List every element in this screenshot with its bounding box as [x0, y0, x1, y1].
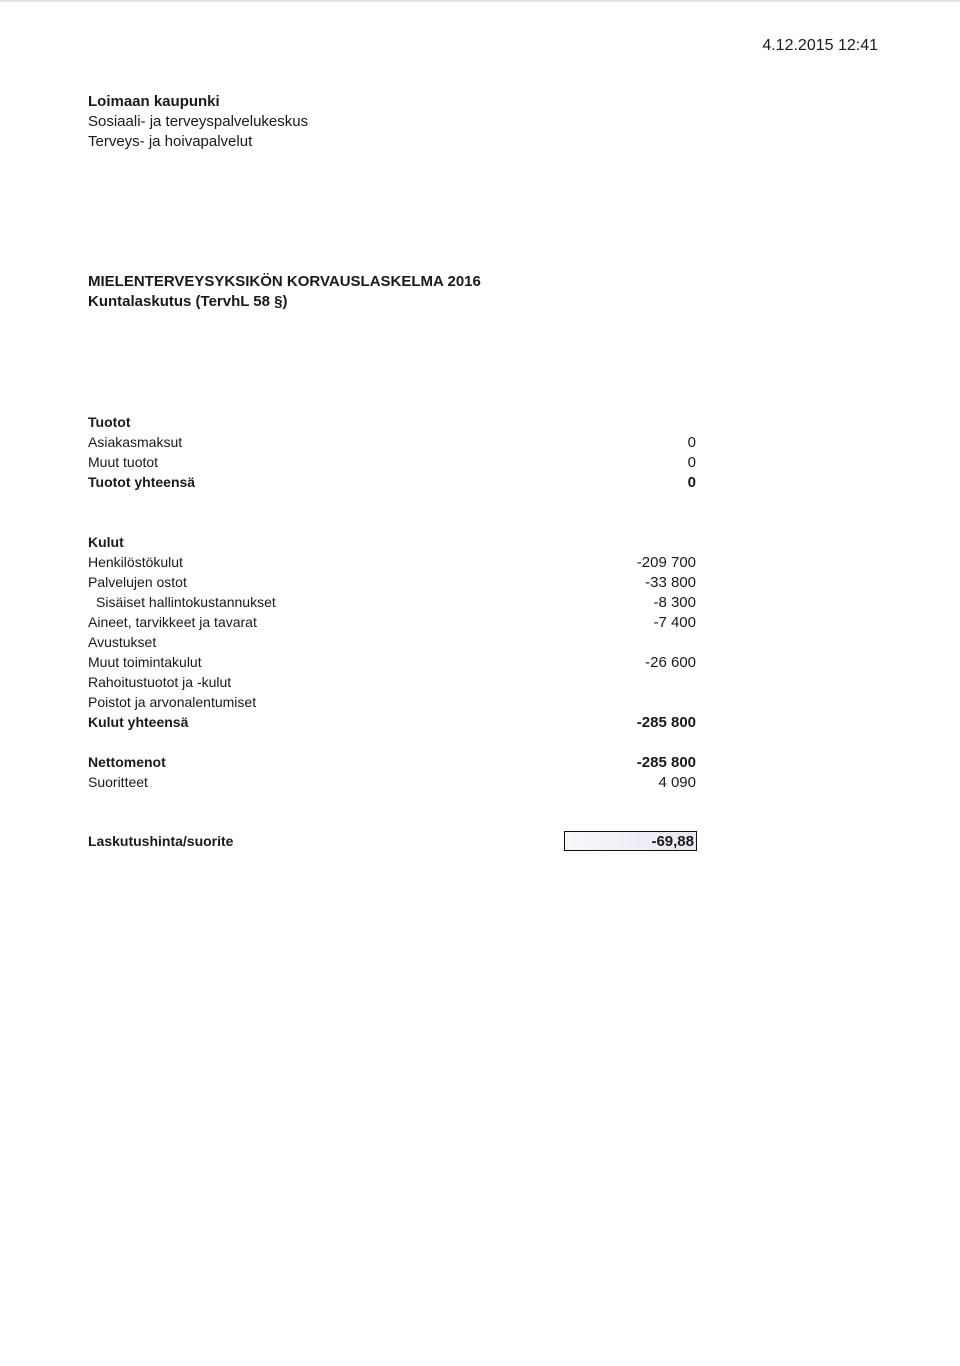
income-heading-label: Tuotot: [88, 414, 131, 430]
expense-row: [88, 552, 696, 572]
performances-value: 4 090: [658, 774, 696, 791]
expense-row-label: Sisäiset hallintokustannukset: [96, 594, 276, 610]
organization-name: Loimaan kaupunki: [88, 93, 220, 110]
expense-row: [88, 592, 696, 612]
department-name: Sosiaali- ja terveyspalvelukeskus: [88, 113, 309, 130]
unit-price-box: [564, 831, 697, 851]
net-expenses-value: -285 800: [636, 754, 696, 771]
page-top-edge: [0, 0, 960, 2]
performances-row: [88, 772, 696, 792]
report-title: MIELENTERVEYSYKSIKÖN KORVAUSLASKELMA 2016: [88, 273, 481, 290]
unit-name: Terveys- ja hoivapalvelut: [88, 133, 253, 150]
income-total-label: Tuotot yhteensä: [88, 474, 196, 490]
print-timestamp: 4.12.2015 12:41: [762, 37, 878, 54]
income-total-row: [88, 472, 696, 492]
net-expenses-row: [88, 752, 696, 772]
expense-row-label: Muut toimintakulut: [88, 654, 202, 670]
report-title-block: [88, 272, 481, 312]
expense-row-label: Aineet, tarvikkeet ja tavarat: [88, 614, 257, 630]
income-row-label: Asiakasmaksut: [88, 434, 183, 450]
organization-header: [88, 92, 308, 152]
expense-row: [88, 692, 696, 712]
expense-row: [88, 652, 696, 672]
income-row: [88, 432, 696, 452]
unit-price-value: -69,88: [651, 833, 694, 850]
expense-row-label: Palvelujen ostot: [88, 574, 187, 590]
income-row: [88, 452, 696, 472]
expenses-heading-label: Kulut: [88, 534, 124, 550]
performances-label: Suoritteet: [88, 774, 148, 790]
expense-row-label: Poistot ja arvonalentumiset: [88, 694, 257, 710]
expense-row-label: Rahoitustuotot ja -kulut: [88, 674, 232, 690]
expense-row-label: Avustukset: [88, 634, 157, 650]
expense-row-value: -33 800: [645, 574, 696, 591]
income-row-label: Muut tuotot: [88, 454, 159, 470]
expense-row: [88, 612, 696, 632]
expense-row-value: -26 600: [645, 654, 696, 671]
expense-row-value: -7 400: [653, 614, 696, 631]
expense-row-value: -8 300: [653, 594, 696, 611]
expenses-total-row: [88, 712, 696, 732]
income-total-value: 0: [687, 474, 696, 491]
expense-row: [88, 632, 696, 652]
net-expenses-label: Nettomenot: [88, 754, 166, 770]
income-heading: [88, 412, 696, 432]
unit-price-label: Laskutushinta/suorite: [88, 833, 234, 849]
expenses-total-label: Kulut yhteensä: [88, 714, 189, 730]
expense-row-value: -209 700: [636, 554, 696, 571]
expenses-heading: [88, 532, 696, 552]
income-row-value: 0: [687, 434, 696, 451]
expense-row: [88, 672, 696, 692]
expense-row-label: Henkilöstökulut: [88, 554, 183, 570]
expenses-total-value: -285 800: [636, 714, 696, 731]
expense-row: [88, 572, 696, 592]
report-subtitle: Kuntalaskutus (TervhL 58 §): [88, 293, 288, 310]
income-row-value: 0: [687, 454, 696, 471]
